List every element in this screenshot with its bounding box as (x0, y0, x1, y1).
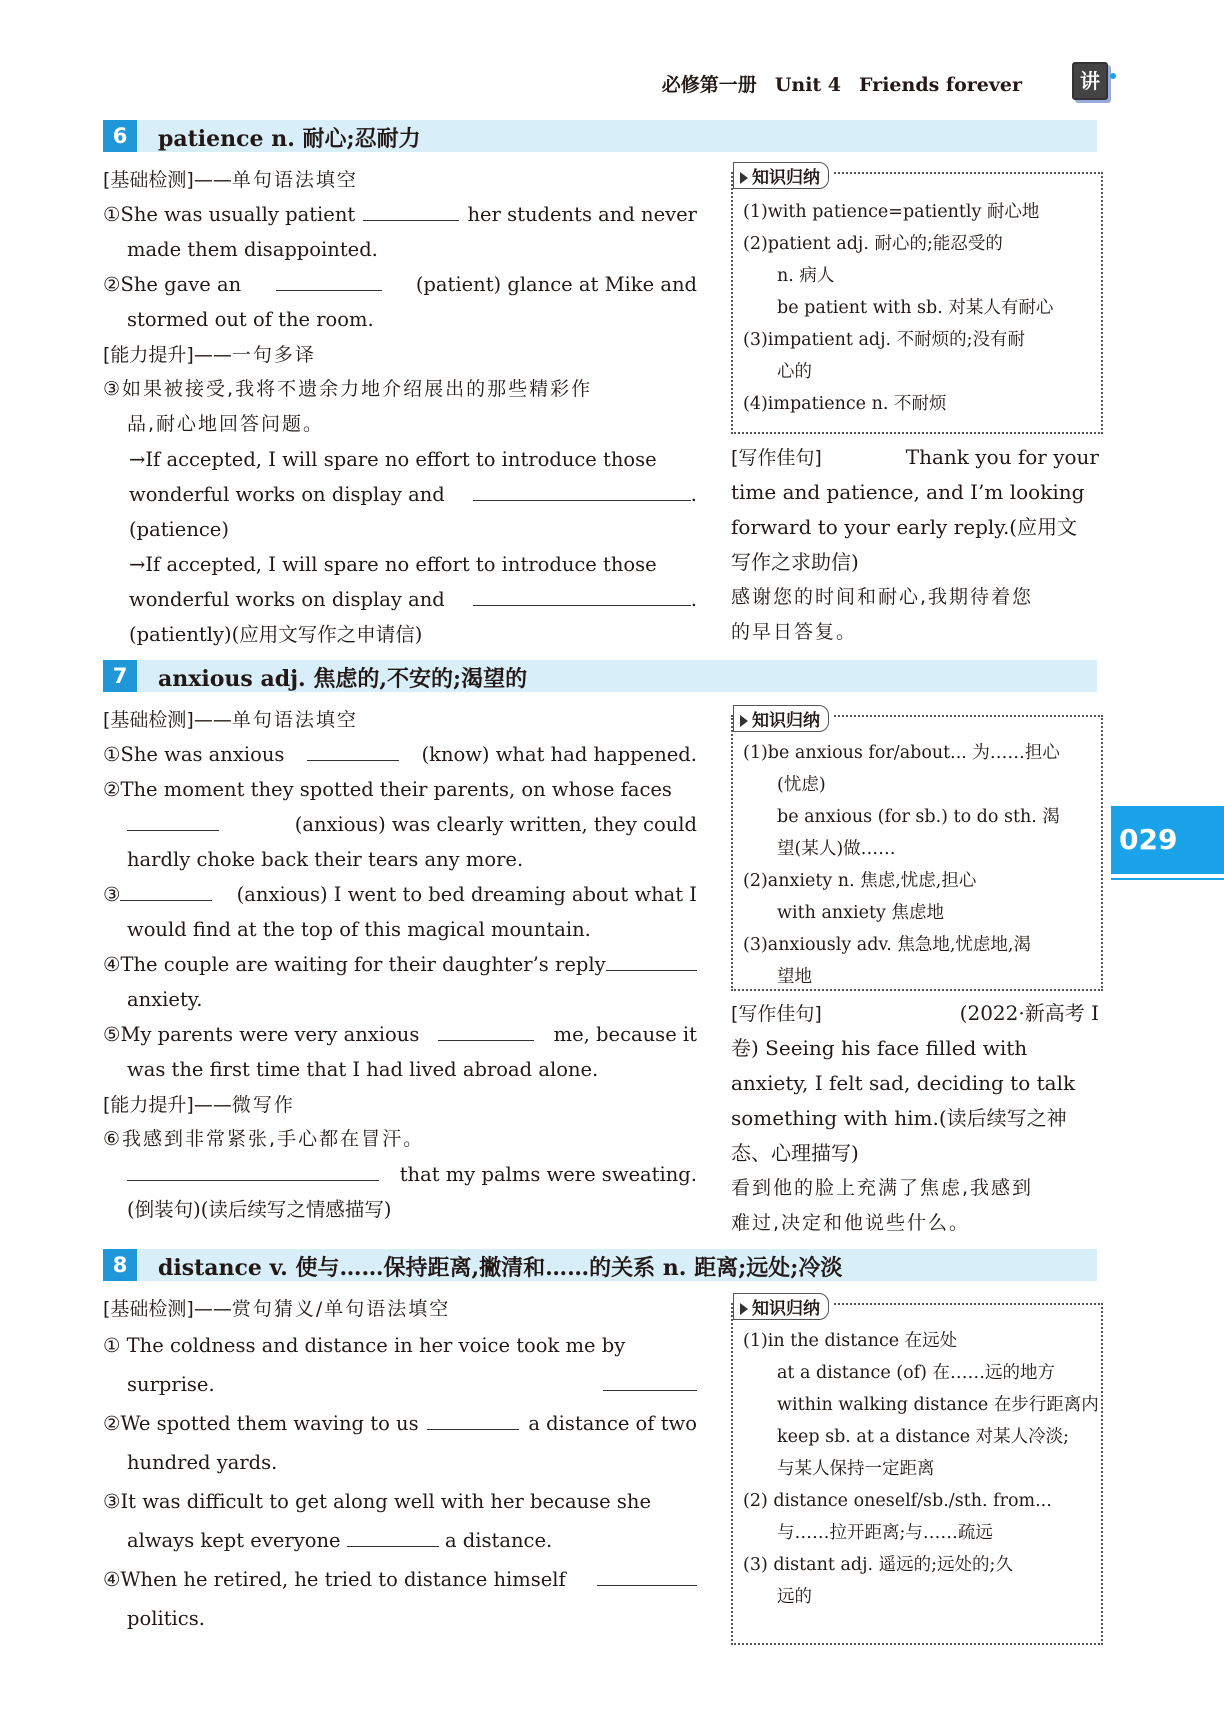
knowledge-tag (733, 1293, 833, 1320)
q-text: ①She was usually patient (103, 203, 356, 226)
writing-line: forward to your early reply.(应用文 (731, 515, 1078, 539)
writing-line: 态、心理描写) (731, 1141, 859, 1165)
q-text: anxiety. (127, 988, 203, 1011)
unit-title: Friends forever (859, 74, 1022, 96)
q-hint: (patience) (129, 518, 229, 541)
answer-blank[interactable] (127, 1158, 379, 1181)
q-text: ②She gave an (103, 273, 242, 296)
q-text: ①She was anxious (103, 743, 285, 766)
section-number: 6 (103, 120, 137, 152)
headword: patience n. 耐心;忍耐力 (158, 126, 421, 152)
q-text: me, because it (553, 1023, 697, 1046)
writing-line: 难过,决定和他说些什么。 (731, 1212, 971, 1234)
q-text: would find at the top of this magical mountain. (127, 918, 591, 941)
chinese-prompt: 品,耐心地回答问题。 (127, 413, 325, 435)
q-text: hardly choke back their tears any more. (127, 848, 524, 871)
writing-tag: [写作佳句] (731, 447, 822, 469)
q-text: ① The coldness and distance in her voice took me by (103, 1334, 626, 1357)
answer-blank[interactable] (307, 738, 399, 761)
section-7-header (103, 660, 1097, 692)
q-text: a distance of two (528, 1412, 697, 1435)
answer-blank[interactable] (427, 1407, 519, 1430)
answer-blank[interactable] (120, 878, 212, 901)
knowledge-tag (733, 705, 833, 732)
q-text: ⑤My parents were very anxious (103, 1023, 420, 1046)
section-number: 7 (103, 660, 137, 692)
basic-tag: [基础检测]—— (103, 169, 232, 191)
q-text: ③It was difficult to get along well with her because she (103, 1490, 651, 1513)
chinese-prompt: ⑥我感到非常紧张,手心都在冒汗。 (103, 1128, 425, 1150)
q-text: wonderful works on display and (129, 588, 445, 611)
answer-blank[interactable] (438, 1018, 534, 1041)
knowledge-line: (4)impatience n. 不耐烦 (743, 394, 947, 414)
section-number: 8 (103, 1249, 137, 1281)
answer-blank[interactable] (127, 808, 219, 831)
knowledge-tag-label: 知识归纳 (752, 711, 820, 731)
q-text: politics. (127, 1607, 205, 1630)
basic-title: 单句语法填空 (231, 169, 358, 191)
knowledge-line: (3)impatient adj. 不耐烦的;没有耐 (743, 330, 1026, 350)
knowledge-tag-label: 知识归纳 (752, 168, 820, 188)
answer-blank[interactable] (473, 583, 691, 606)
section-8-header (103, 1249, 1097, 1281)
writing-line: 感谢您的时间和耐心,我期待着您 (731, 586, 1034, 608)
q-text: always kept everyone (127, 1529, 341, 1552)
basic-tag: [基础检测]—— (103, 709, 232, 731)
page-number-tab: 029 (1111, 806, 1224, 874)
knowledge-line: keep sb. at a distance 对某人冷淡; (777, 1427, 1070, 1447)
knowledge-line: 远的 (777, 1587, 812, 1607)
q-text: stormed out of the room. (127, 308, 374, 331)
book-name: 必修第一册 (661, 74, 757, 96)
knowledge-line: at a distance (of) 在……远的地方 (777, 1363, 1055, 1383)
writing-line: 的早日答复。 (731, 621, 858, 643)
knowledge-box-8 (731, 1299, 1103, 1645)
knowledge-line: (3) distant adj. 遥远的;远处的;久 (743, 1555, 1013, 1575)
basic-title: 赏句猜义/单句语法填空 (231, 1298, 451, 1320)
lecture-icon: 讲 (1072, 62, 1108, 100)
q-text: was the first time that I had lived abroad alone. (127, 1058, 599, 1081)
answer-blank[interactable] (473, 478, 691, 501)
unit-label: Unit 4 (774, 74, 842, 96)
q-hint: (倒装句)(读后续写之情感描写) (127, 1198, 392, 1221)
knowledge-box-7 (731, 711, 1103, 991)
triangle-icon (740, 715, 748, 727)
knowledge-line: be patient with sb. 对某人有耐心 (777, 298, 1054, 318)
section-6-exercises: [基础检测]——单句语法填空 ①She was usually patient her students and never made them disappointed. ②She gave an (patient) glance at Mike and stormed out of the room. [能力提升]——一句多译 ③如果被接受,我将不遗余力地介绍展出的那些精彩作 品,耐心地回答问题。 →If accepted, I will spare no effort to introduce those wonderful works on display and . (patience) →If accepted, I will spare no effort to introduce those wonderful works on display and . (patiently)(应用文写作之申请信) (103, 162, 697, 652)
knowledge-tag-label: 知识归纳 (752, 1299, 820, 1319)
knowledge-box-6 (731, 168, 1103, 434)
knowledge-line: 与……拉开距离;与……疏远 (777, 1523, 993, 1543)
q-text: made them disappointed. (127, 238, 378, 261)
knowledge-line: (2)anxiety n. 焦虑,忧虑,担心 (743, 871, 977, 891)
knowledge-line: (1)be anxious for/about... 为……担心 (743, 743, 1060, 763)
q-text: that my palms were sweating. (399, 1163, 697, 1186)
writing-line: 写作之求助信) (731, 550, 859, 574)
knowledge-line: 心的 (777, 362, 812, 382)
knowledge-line: within walking distance 在步行距离内 (777, 1395, 1099, 1415)
q-text: →If accepted, I will spare no effort to introduce those (129, 553, 657, 576)
writing-sample-7 (731, 996, 1099, 1241)
answer-blank[interactable] (597, 1563, 697, 1586)
advanced-tag: [能力提升]—— (103, 344, 232, 366)
writing-line: 看到他的脸上充满了焦虑,我感到 (731, 1177, 1034, 1199)
triangle-icon (740, 172, 748, 184)
writing-sample-6 (731, 440, 1099, 650)
q-text: hundred yards. (127, 1451, 278, 1474)
q-text: ④The couple are waiting for their daughter’s reply (103, 953, 606, 976)
knowledge-line: 望(某人)做…… (777, 839, 896, 859)
writing-line: (2022·新高考 I (959, 1001, 1099, 1025)
writing-line: Thank you for your (905, 445, 1099, 469)
knowledge-line: (2) distance oneself/sb./sth. from... (743, 1491, 1052, 1511)
section-6-header (103, 120, 1097, 152)
answer-blank[interactable] (276, 268, 382, 291)
answer-blank[interactable] (363, 198, 459, 221)
answer-blank[interactable] (603, 1368, 697, 1391)
writing-line: anxiety, I felt sad, deciding to talk (731, 1071, 1076, 1095)
knowledge-line: 望地 (777, 967, 812, 987)
knowledge-tag (733, 162, 833, 189)
knowledge-line: (忧虑) (777, 775, 826, 795)
q-text: wonderful works on display and (129, 483, 445, 506)
knowledge-line: with anxiety 焦虑地 (777, 903, 944, 923)
q-text: ②The moment they spotted their parents, on whose faces (103, 778, 672, 801)
headword: distance v. 使与……保持距离,撇清和……的关系 n. 距离;远处;冷淡 (158, 1255, 843, 1281)
running-header (644, 70, 1022, 97)
knowledge-line: (1)in the distance 在远处 (743, 1331, 958, 1351)
writing-line: something with him.(读后续写之神 (731, 1106, 1067, 1130)
knowledge-line: n. 病人 (777, 266, 835, 286)
basic-title: 单句语法填空 (231, 709, 358, 731)
triangle-icon (740, 1303, 748, 1315)
writing-tag: [写作佳句] (731, 1003, 822, 1025)
basic-tag: [基础检测]—— (103, 1298, 232, 1320)
knowledge-line: (1)with patience=patiently 耐心地 (743, 202, 1040, 222)
answer-blank[interactable] (606, 948, 697, 971)
section-7-exercises (103, 702, 697, 1227)
writing-line: 卷) Seeing his face filled with (731, 1036, 1028, 1060)
q-text: ②We spotted them waving to us (103, 1412, 419, 1435)
q-text: a distance. (444, 1529, 553, 1552)
q-text: (anxious) I went to bed dreaming about what I (236, 883, 697, 906)
knowledge-line: (3)anxiously adv. 焦急地,忧虑地,渴 (743, 935, 1031, 955)
advanced-title: 一句多译 (231, 344, 316, 366)
writing-line: time and patience, and I’m looking (731, 480, 1085, 504)
chinese-prompt: ③如果被接受,我将不遗余力地介绍展出的那些精彩作 (103, 378, 593, 400)
knowledge-line: (2)patient adj. 耐心的;能忍受的 (743, 234, 1003, 254)
q-text: →If accepted, I will spare no effort to introduce those (129, 448, 657, 471)
q-text: her students and never (467, 203, 697, 226)
q-text: ④When he retired, he tried to distance himself (103, 1568, 566, 1591)
q-text: (know) what had happened. (421, 743, 697, 766)
q-text: surprise. (127, 1373, 215, 1396)
q-text: (patient) glance at Mike and (415, 273, 697, 296)
decor-dot (1110, 73, 1116, 79)
advanced-title: 微写作 (231, 1094, 295, 1116)
knowledge-line: 与某人保持一定距离 (777, 1459, 935, 1479)
q-hint: (patiently)(应用文写作之申请信) (129, 623, 423, 646)
advanced-tag: [能力提升]—— (103, 1094, 232, 1116)
headword: anxious adj. 焦虑的,不安的;渴望的 (158, 666, 528, 692)
answer-blank[interactable] (347, 1524, 439, 1547)
q-text: ③ (103, 883, 121, 906)
section-8-exercises (103, 1291, 697, 1638)
page-tab-underline (1111, 878, 1224, 880)
q-text: (anxious) was clearly written, they could (294, 813, 697, 836)
knowledge-line: be anxious (for sb.) to do sth. 渴 (777, 807, 1060, 827)
